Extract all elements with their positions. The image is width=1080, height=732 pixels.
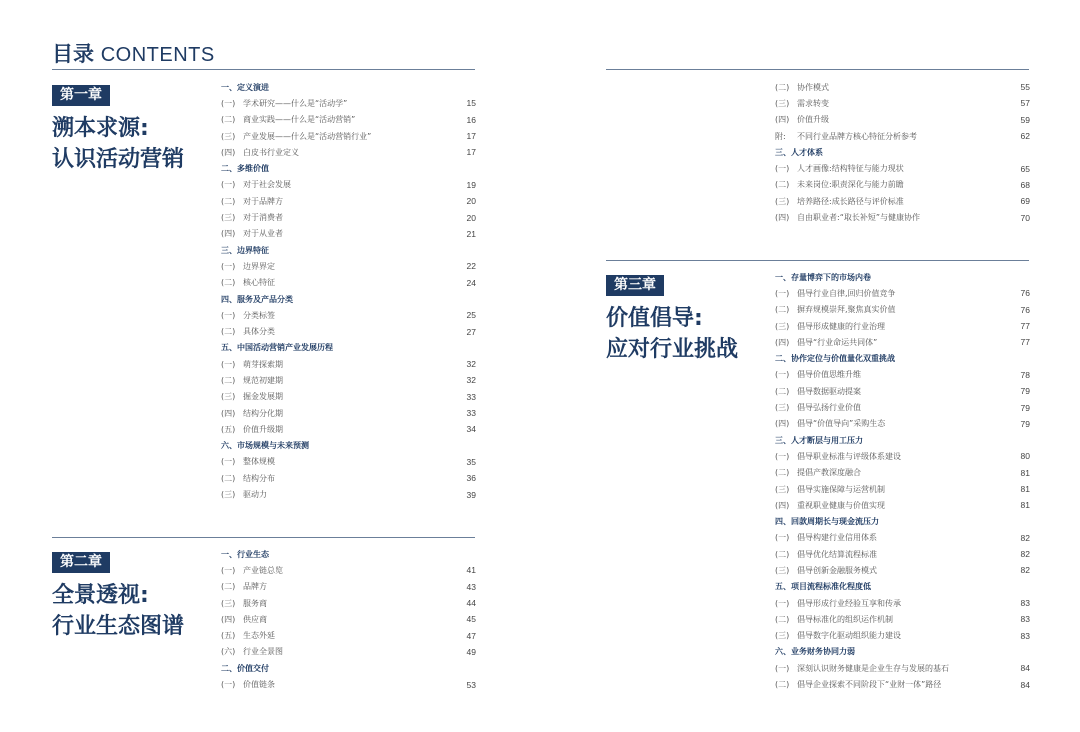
toc-entry-page: 81 — [1020, 484, 1030, 494]
toc-entry-title: 倡导创新金融服务模式 — [797, 565, 877, 575]
toc-entry-title: 倡导“行业命运共同体” — [797, 337, 878, 347]
toc-entry-index: (四) — [775, 115, 790, 125]
toc-entry-title: 对于消费者 — [243, 213, 283, 223]
toc-entry-page: 76 — [1020, 288, 1030, 299]
toc-section-heading: 五、中国活动营销产业发展历程 — [221, 343, 333, 353]
toc-entry-title: 白皮书行业定义 — [243, 147, 299, 157]
toc-entry-index: (二) — [221, 115, 236, 125]
toc-entry-title: 倡导弘扬行业价值 — [797, 403, 861, 413]
toc-entry-page: 80 — [1020, 451, 1030, 462]
toc-entry-index: (二) — [775, 680, 790, 690]
toc-entry-page: 57 — [1020, 98, 1030, 109]
toc-entry-index: (一) — [221, 261, 236, 271]
toc-entry — [221, 95, 476, 111]
toc-entry — [775, 465, 1030, 481]
toc-entry-title: 商业实践——什么是“活动营销” — [243, 115, 356, 125]
toc-entry — [775, 95, 1030, 111]
toc-section-heading: 二、多维价值 — [221, 164, 269, 174]
toc-entry-title: 倡导实施保障与运营机制 — [797, 484, 885, 494]
toc-entry — [775, 530, 1030, 546]
toc-entry-title: 需求转变 — [797, 98, 829, 108]
toc-entry — [775, 209, 1030, 225]
toc-entry-page: 84 — [1020, 679, 1030, 690]
toc-entry-page: 78 — [1020, 369, 1030, 380]
chapter-badge: 第三章 — [606, 275, 664, 296]
toc-entry-title: 产业链总览 — [243, 565, 283, 575]
toc-entry-title: 不同行业品牌方核心特征分析参考 — [797, 131, 917, 141]
toc-entry-index: (一) — [775, 288, 790, 298]
toc-entry — [775, 112, 1030, 128]
toc-entry-page: 79 — [1020, 386, 1030, 397]
toc-entry — [221, 486, 476, 502]
top-rule-left — [52, 69, 475, 70]
toc-entry-index: (二) — [221, 375, 236, 385]
toc-entry-page: 69 — [1020, 196, 1030, 207]
toc-entry — [775, 676, 1030, 692]
toc-entry-index: (二) — [775, 386, 790, 396]
toc-entry — [775, 285, 1030, 301]
toc-entry-index: (一) — [775, 533, 790, 543]
toc-entry — [221, 128, 476, 144]
toc-entry — [775, 334, 1030, 350]
toc-entry — [775, 302, 1030, 318]
toc-entry — [221, 112, 476, 128]
toc-entry — [221, 307, 476, 323]
toc-entry-title: 规范初建期 — [243, 375, 283, 385]
toc-entry — [221, 177, 476, 193]
toc-entry-title: 倡导构建行业信用体系 — [797, 533, 877, 543]
toc-entry-page: 84 — [1020, 663, 1030, 674]
toc-entry-page: 33 — [466, 391, 476, 402]
toc-entry-title: 重视职业健康与价值实现 — [797, 500, 885, 510]
chapter-title-line1: 全景透视: — [52, 583, 149, 608]
toc-entry-title: 培养路径:成长路径与评价标准 — [797, 196, 904, 206]
toc-entry-index: (三) — [775, 631, 790, 641]
toc-entry-index: (三) — [221, 131, 236, 141]
chapter3-rule — [606, 260, 1029, 261]
toc-entry-index: (一) — [775, 598, 790, 608]
toc-entry-page: 35 — [466, 456, 476, 467]
toc-entry-page: 53 — [466, 679, 476, 690]
toc-entry — [775, 160, 1030, 176]
toc-entry — [221, 627, 476, 643]
toc-entry — [775, 193, 1030, 209]
top-rule-right — [606, 69, 1029, 70]
toc-entry-title: 提倡产教深度融合 — [797, 468, 861, 478]
toc-entry-index: (一) — [221, 359, 236, 369]
toc-entry-page: 27 — [466, 326, 476, 337]
toc-entry-title: 分类标签 — [243, 310, 275, 320]
toc-entry-title: 服务商 — [243, 598, 267, 608]
toc-entry-title: 倡导价值思维升维 — [797, 370, 861, 380]
toc-entry — [221, 389, 476, 405]
toc-entry — [221, 562, 476, 578]
toc-entry-page: 44 — [466, 598, 476, 609]
toc-entry-page: 82 — [1020, 532, 1030, 543]
toc-entry-title: 掘金发展期 — [243, 392, 283, 402]
toc-entry — [221, 454, 476, 470]
page-title — [52, 38, 215, 68]
toc-entry — [221, 595, 476, 611]
toc-entry-index: (二) — [221, 278, 236, 288]
toc-entry-index: (三) — [775, 565, 790, 575]
toc-entry — [221, 226, 476, 242]
toc-entry-index: (三) — [775, 321, 790, 331]
toc-entry-title: 对于从业者 — [243, 229, 283, 239]
toc-entry — [775, 546, 1030, 562]
toc-entry-title: 供应商 — [243, 614, 267, 624]
toc-entry-page: 17 — [466, 131, 476, 142]
toc-entry-title: 价值链条 — [243, 680, 275, 690]
toc-chapter-1 — [221, 79, 476, 503]
toc-entry-page: 77 — [1020, 321, 1030, 332]
chapter-1-heading — [52, 84, 184, 175]
toc-entry-index: (三) — [775, 484, 790, 494]
toc-section-heading: 三、人才体系 — [775, 147, 823, 157]
title-zh: 目录 — [52, 42, 94, 66]
toc-entry-index: (三) — [221, 490, 236, 500]
toc-entry-index: (三) — [221, 392, 236, 402]
toc-entry-page: 22 — [466, 261, 476, 272]
toc-entry-index: (二) — [221, 582, 236, 592]
toc-entry-title: 行业全景图 — [243, 647, 283, 657]
toc-entry-title: 倡导数据驱动提案 — [797, 386, 861, 396]
chapter-2-heading — [52, 551, 184, 642]
toc-entry-title: 品牌方 — [243, 582, 267, 592]
toc-entry-title: 自由职业者:“取长补短”与健康协作 — [797, 213, 920, 223]
toc-entry-page: 33 — [466, 408, 476, 419]
chapter-title-line1: 溯本求源: — [52, 116, 149, 141]
toc-entry — [221, 323, 476, 339]
toc-entry-title: 生态外延 — [243, 631, 275, 641]
toc-entry-page: 45 — [466, 614, 476, 625]
toc-chapter-3 — [775, 269, 1030, 693]
toc-entry — [775, 628, 1030, 644]
toc-section-heading: 四、服务及产品分类 — [221, 294, 293, 304]
toc-entry-title: 学术研究——什么是“活动学” — [243, 98, 348, 108]
toc-entry — [221, 676, 476, 692]
toc-entry-index: (二) — [775, 180, 790, 190]
toc-entry-page: 81 — [1020, 500, 1030, 511]
toc-entry-index: (一) — [775, 164, 790, 174]
toc-entry-title: 结构分化期 — [243, 408, 283, 418]
toc-entry — [221, 356, 476, 372]
toc-entry-index: (四) — [221, 408, 236, 418]
toc-entry-index: (三) — [221, 598, 236, 608]
toc-entry — [775, 128, 1030, 144]
toc-entry — [775, 481, 1030, 497]
toc-entry — [221, 258, 476, 274]
toc-section-heading: 一、存量博弈下的市场内卷 — [775, 272, 871, 282]
toc-entry-page: 79 — [1020, 402, 1030, 413]
toc-entry-index: (二) — [775, 305, 790, 315]
toc-entry-index: (一) — [221, 457, 236, 467]
toc-entry-page: 19 — [466, 179, 476, 190]
toc-entry-page: 83 — [1020, 598, 1030, 609]
toc-section-heading: 一、定义演进 — [221, 82, 269, 92]
toc-entry-title: 摒弃规模崇拜,聚焦真实价值 — [797, 305, 896, 315]
toc-entry-page: 32 — [466, 359, 476, 370]
toc-entry-page: 82 — [1020, 565, 1030, 576]
title-en: CONTENTS — [100, 44, 215, 66]
toc-entry-page: 79 — [1020, 418, 1030, 429]
toc-entry-title: 具体分类 — [243, 327, 275, 337]
toc-section-heading: 六、业务财务协同力弱 — [775, 647, 855, 657]
toc-entry-page: 36 — [466, 473, 476, 484]
toc-entry-index: 附: — [775, 131, 786, 141]
toc-entry-index: (二) — [775, 614, 790, 624]
toc-entry-index: (四) — [775, 500, 790, 510]
toc-entry-page: 21 — [466, 228, 476, 239]
toc-entry — [775, 611, 1030, 627]
toc-entry-index: (一) — [221, 680, 236, 690]
toc-entry-page: 83 — [1020, 630, 1030, 641]
toc-entry-page: 25 — [466, 310, 476, 321]
toc-entry-index: (一) — [221, 310, 236, 320]
toc-entry-index: (三) — [775, 98, 790, 108]
toc-entry-page: 47 — [466, 630, 476, 641]
toc-entry-page: 34 — [466, 424, 476, 435]
toc-entry-title: 人才画像:结构特征与能力现状 — [797, 164, 904, 174]
toc-entry — [775, 79, 1030, 95]
toc-entry-page: 24 — [466, 277, 476, 288]
toc-entry-page: 59 — [1020, 114, 1030, 125]
toc-entry-page: 82 — [1020, 549, 1030, 560]
toc-entry-title: 倡导数字化驱动组织能力建设 — [797, 631, 901, 641]
toc-entry — [221, 579, 476, 595]
toc-entry-page: 65 — [1020, 163, 1030, 174]
toc-entry — [775, 497, 1030, 513]
toc-entry-title: 倡导行业自律,回归价值竞争 — [797, 288, 896, 298]
toc-entry-title: 倡导形成行业经验互享和传承 — [797, 598, 901, 608]
toc-entry — [775, 318, 1030, 334]
toc-entry-title: 倡导“价值导向”采购生态 — [797, 419, 886, 429]
toc-entry — [775, 562, 1030, 578]
chapter-title-line2: 认识活动营销 — [52, 147, 185, 172]
toc-entry-index: (一) — [775, 370, 790, 380]
toc-section-heading: 二、价值交付 — [221, 663, 269, 673]
toc-entry-title: 萌芽探索期 — [243, 359, 283, 369]
toc-entry — [775, 367, 1030, 383]
toc-entry-title: 倡导优化结算流程标准 — [797, 549, 877, 559]
toc-entry-index: (四) — [221, 229, 236, 239]
toc-entry — [775, 383, 1030, 399]
toc-entry — [775, 416, 1030, 432]
toc-entry-index: (一) — [221, 98, 236, 108]
toc-entry — [775, 448, 1030, 464]
chapter-3-heading — [606, 274, 738, 365]
toc-section-heading: 五、项目流程标准化程度低 — [775, 582, 871, 592]
toc-entry-title: 结构分布 — [243, 473, 275, 483]
toc-section-heading: 一、行业生态 — [221, 549, 269, 559]
toc-entry-title: 倡导形成健康的行业治理 — [797, 321, 885, 331]
toc-entry-title: 对于品牌方 — [243, 196, 283, 206]
toc-entry-index: (一) — [221, 565, 236, 575]
chapter-title-line1: 价值倡导: — [606, 306, 703, 331]
toc-entry-index: (二) — [221, 473, 236, 483]
chapter-badge: 第一章 — [52, 85, 110, 106]
toc-entry-index: (一) — [775, 663, 790, 673]
toc-entry-page: 17 — [466, 147, 476, 158]
toc-entry-title: 深刻认识财务健康是企业生存与发展的基石 — [797, 663, 949, 673]
toc-entry — [221, 421, 476, 437]
toc-entry — [221, 372, 476, 388]
toc-entry-page: 68 — [1020, 179, 1030, 190]
chapter-title-line2: 行业生态图谱 — [52, 614, 185, 639]
toc-chapter-2-continued — [775, 79, 1030, 226]
toc-entry-page: 20 — [466, 196, 476, 207]
toc-entry — [221, 193, 476, 209]
toc-entry-index: (一) — [775, 451, 790, 461]
toc-entry-index: (三) — [775, 196, 790, 206]
toc-entry — [221, 144, 476, 160]
toc-entry — [775, 399, 1030, 415]
toc-entry-title: 未来岗位:职责深化与能力前瞻 — [797, 180, 904, 190]
toc-entry-index: (三) — [775, 403, 790, 413]
toc-chapter-2 — [221, 546, 476, 693]
toc-entry-page: 43 — [466, 581, 476, 592]
toc-entry-page: 81 — [1020, 467, 1030, 478]
toc-entry-page: 83 — [1020, 614, 1030, 625]
toc-entry — [221, 470, 476, 486]
toc-section-heading: 三、人才断层与用工压力 — [775, 435, 863, 445]
toc-entry — [775, 660, 1030, 676]
toc-entry-title: 价值升级 — [797, 115, 829, 125]
toc-entry-title: 产业发展——什么是“活动营销行业” — [243, 131, 372, 141]
toc-section-heading: 三、边界特征 — [221, 245, 269, 255]
toc-entry-title: 倡导标准化的组织运作机制 — [797, 614, 893, 624]
toc-entry-index: (四) — [775, 337, 790, 347]
toc-entry-index: (一) — [221, 180, 236, 190]
toc-entry-page: 20 — [466, 212, 476, 223]
toc-entry-index: (五) — [221, 424, 236, 434]
toc-entry-title: 驱动力 — [243, 490, 267, 500]
toc-entry-title: 核心特征 — [243, 278, 275, 288]
toc-entry-index: (二) — [221, 196, 236, 206]
toc-entry — [221, 275, 476, 291]
toc-entry-page: 15 — [466, 98, 476, 109]
toc-entry-page: 16 — [466, 114, 476, 125]
toc-entry-index: (二) — [775, 549, 790, 559]
toc-entry-title: 价值升级期 — [243, 424, 283, 434]
toc-entry-page: 55 — [1020, 82, 1030, 93]
toc-entry-index: (四) — [775, 419, 790, 429]
toc-entry-index: (四) — [221, 614, 236, 624]
toc-entry-index: (二) — [775, 82, 790, 92]
toc-entry-page: 70 — [1020, 212, 1030, 223]
toc-entry-title: 对于社会发展 — [243, 180, 291, 190]
toc-entry-index: (三) — [221, 213, 236, 223]
toc-entry-index: (四) — [775, 213, 790, 223]
toc-entry-title: 倡导企业探索不同阶段下“业财一体”路径 — [797, 680, 942, 690]
toc-entry-page: 39 — [466, 489, 476, 500]
chapter2-rule — [52, 537, 475, 538]
toc-entry-title: 边界界定 — [243, 261, 275, 271]
toc-entry — [221, 611, 476, 627]
toc-entry — [221, 209, 476, 225]
toc-entry-index: (二) — [775, 468, 790, 478]
toc-entry-title: 整体规模 — [243, 457, 275, 467]
toc-entry-index: (二) — [221, 327, 236, 337]
toc-section-heading: 四、回款周期长与现金流压力 — [775, 517, 879, 527]
toc-entry-page: 32 — [466, 375, 476, 386]
toc-entry — [775, 595, 1030, 611]
toc-entry-page: 49 — [466, 646, 476, 657]
toc-entry-title: 协作模式 — [797, 82, 829, 92]
toc-entry-page: 41 — [466, 565, 476, 576]
toc-entry-index: (五) — [221, 631, 236, 641]
toc-entry-page: 77 — [1020, 337, 1030, 348]
toc-section-heading: 六、市场规模与未来预测 — [221, 441, 309, 451]
toc-section-heading: 二、协作定位与价值量化双重挑战 — [775, 354, 895, 364]
toc-entry-title: 倡导职业标准与评级体系建设 — [797, 451, 901, 461]
toc-entry-page: 62 — [1020, 131, 1030, 142]
toc-entry-page: 76 — [1020, 304, 1030, 315]
toc-entry — [221, 644, 476, 660]
chapter-title-line2: 应对行业挑战 — [606, 337, 739, 362]
chapter-badge: 第二章 — [52, 552, 110, 573]
toc-entry-index: (四) — [221, 147, 236, 157]
toc-entry-index: (六) — [221, 647, 236, 657]
toc-entry — [221, 405, 476, 421]
toc-entry — [775, 177, 1030, 193]
